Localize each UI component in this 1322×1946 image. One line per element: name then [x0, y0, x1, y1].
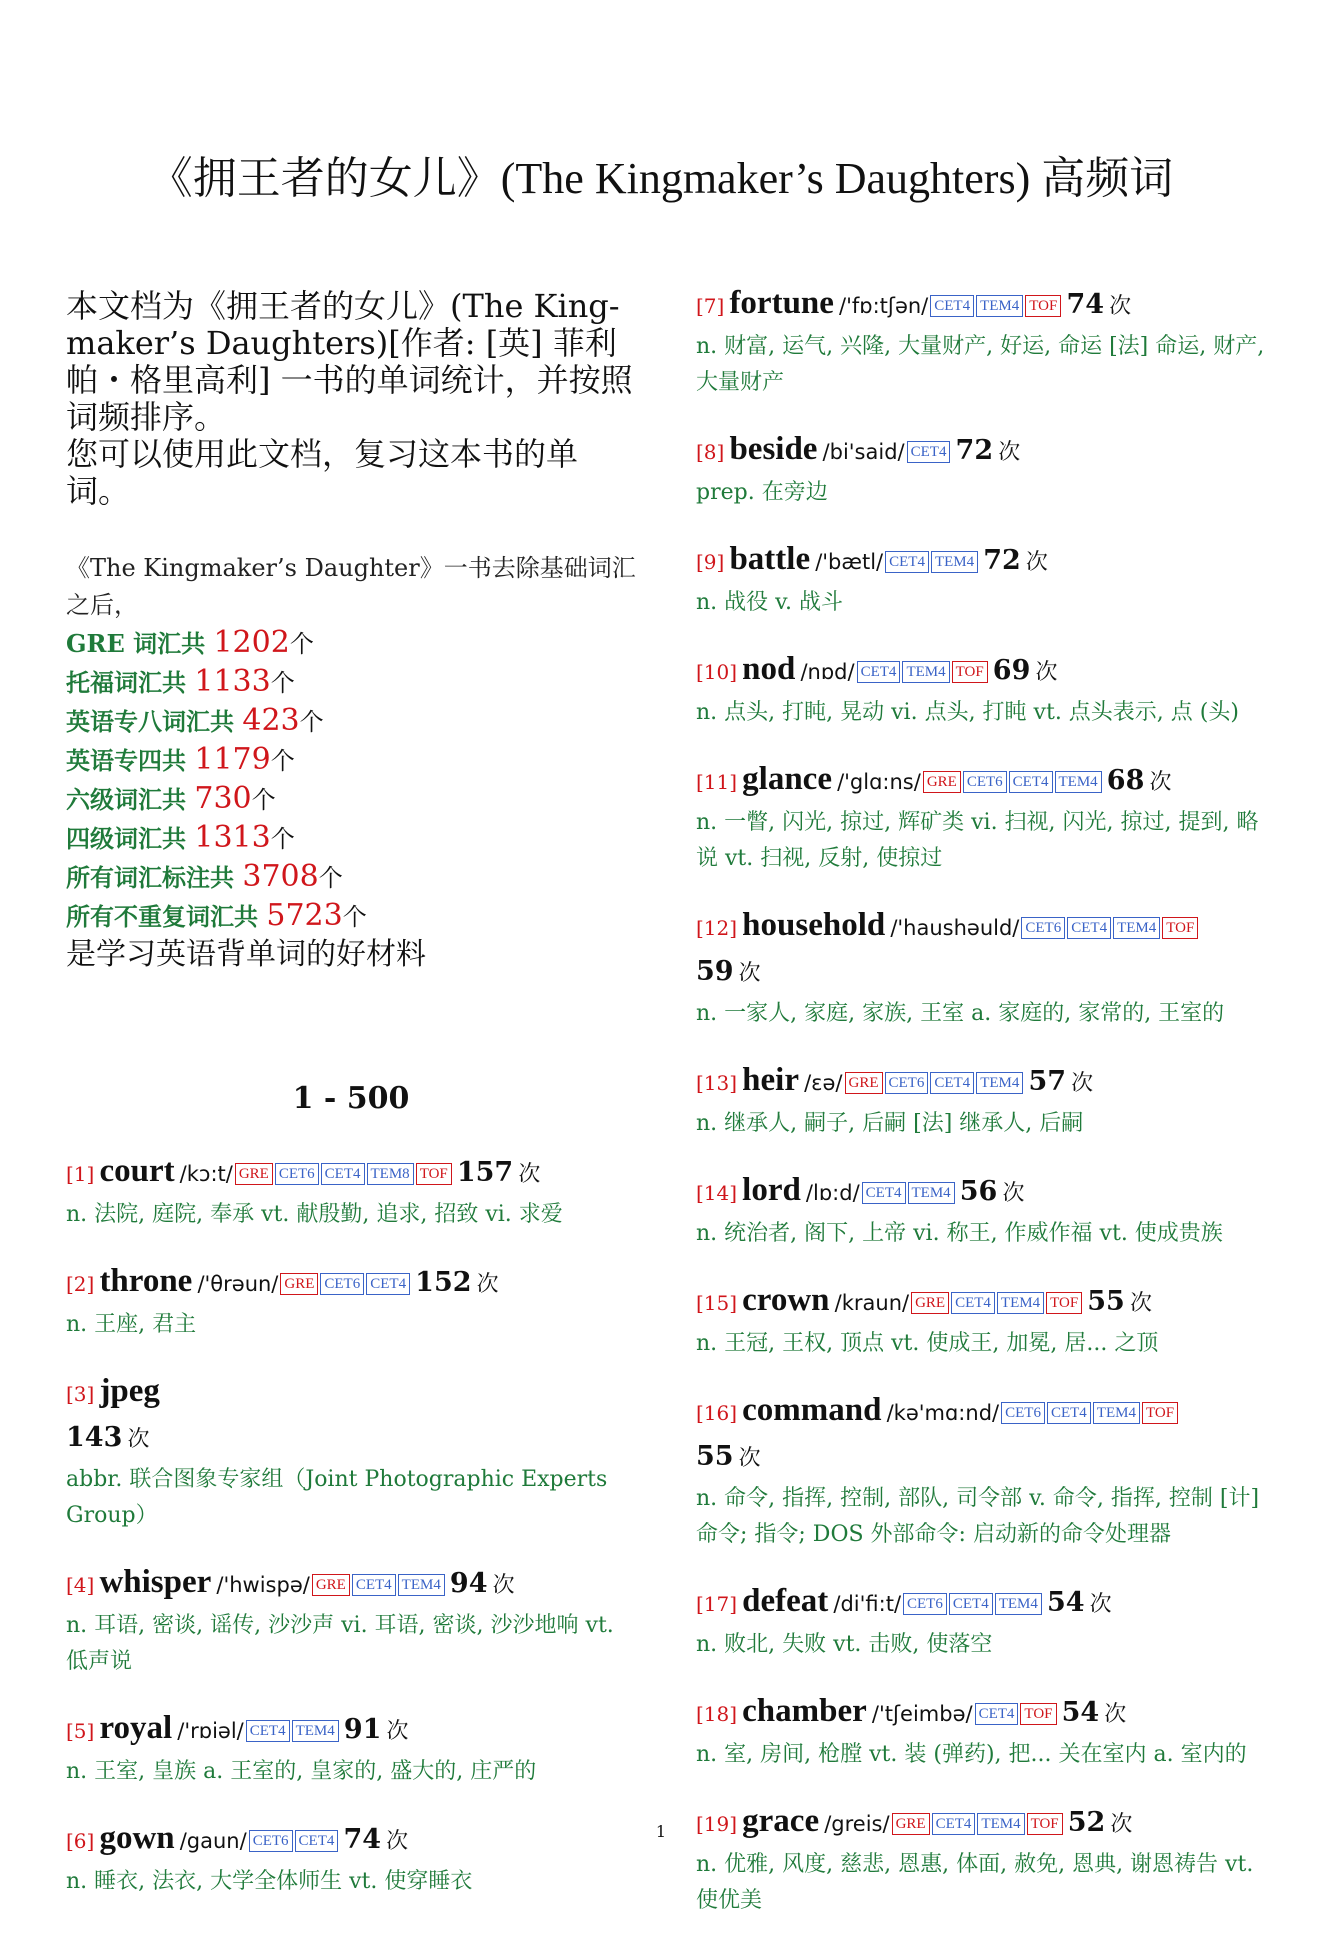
entry-phonetic: /'bætl/: [815, 550, 884, 574]
entry-index: [12]: [696, 916, 738, 940]
word-entry: [696, 538, 1266, 621]
exam-tag: CET4: [907, 441, 951, 463]
exam-tag: CET6: [963, 771, 1007, 793]
stat-unit: 个: [251, 786, 276, 814]
word-entry: [696, 428, 1266, 511]
exam-tag: CET4: [930, 1072, 974, 1094]
entry-word: defeat: [742, 1583, 829, 1619]
exam-tag: CET4: [321, 1163, 365, 1185]
stats-list: [66, 624, 636, 936]
word-entry: [696, 1279, 1266, 1362]
entry-word: whisper: [99, 1564, 212, 1600]
word-entry: [696, 1169, 1266, 1252]
entry-phonetic: /'θrəun/: [197, 1272, 279, 1296]
entry-phonetic: /nɒd/: [800, 660, 855, 684]
entry-head: [696, 538, 1266, 585]
entry-word: lord: [742, 1172, 801, 1208]
entry-definition: n. 点头, 打盹, 晃动 vi. 点头, 打盹 vt. 点头表示, 点 (头): [696, 700, 1239, 725]
left-column: [66, 288, 636, 1927]
word-entry: [696, 1800, 1266, 1919]
exam-tag: CET4: [295, 1830, 339, 1852]
exam-tag: TEM4: [977, 1813, 1024, 1835]
entry-index: [7]: [696, 294, 725, 318]
entry-index: [19]: [696, 1812, 738, 1836]
exam-tag: CET4: [366, 1273, 410, 1295]
entry-count: 57: [1028, 1066, 1067, 1097]
count-suffix: 次: [1129, 1291, 1152, 1316]
exam-tag: TOF: [416, 1163, 452, 1185]
entry-definition: n. 命令, 指挥, 控制, 部队, 司令部 v. 命令, 指挥, 控制 [计] 命令; 指令; DOS 外部命令: 启动新的命令处理器: [696, 1486, 1260, 1547]
entry-count: 91: [343, 1714, 382, 1745]
exam-tag: CET4: [352, 1574, 396, 1596]
exam-tag: CET4: [1009, 771, 1053, 793]
entry-count: 157: [456, 1157, 514, 1188]
stat-row: [66, 819, 636, 858]
entry-phonetic: /'haushəuld/: [890, 916, 1020, 940]
exam-tag: TEM4: [995, 1593, 1042, 1615]
entry-count: 72: [955, 435, 994, 466]
entry-word: crown: [742, 1282, 830, 1318]
stat-row: [66, 663, 636, 702]
entry-index: [9]: [696, 550, 725, 574]
entry-count: 69: [992, 655, 1031, 686]
entry-word: grace: [742, 1803, 820, 1839]
stat-row: [66, 780, 636, 819]
exam-tag: GRE: [892, 1813, 930, 1835]
exam-tag: TEM4: [398, 1574, 445, 1596]
summary-lead: 《The Kingmaker’s Daughter》一书去除基础词汇之后，: [66, 554, 636, 619]
entry-word: jpeg: [99, 1373, 160, 1409]
document-title: 《拥王者的女儿》(The Kingmaker’s Daughters) 高频词: [148, 154, 1174, 203]
word-entry: [696, 282, 1266, 401]
entry-phonetic: /'glɑ:ns/: [837, 770, 921, 794]
exam-tag: CET4: [949, 1593, 993, 1615]
exam-tag: CET6: [1021, 917, 1065, 939]
entry-phonetic: /'rɒiəl/: [177, 1719, 244, 1743]
exam-tag: CET4: [951, 1292, 995, 1314]
entry-index: [15]: [696, 1291, 738, 1315]
entry-phonetic: /bi'said/: [822, 440, 905, 464]
exam-tag: CET4: [857, 661, 901, 683]
exam-tag: TEM4: [976, 1072, 1023, 1094]
exam-tag: TEM4: [1113, 917, 1160, 939]
count-suffix: 次: [1035, 660, 1058, 685]
stat-unit: 个: [270, 747, 295, 775]
stat-value: 1133: [194, 664, 271, 699]
entry-count: 143: [66, 1422, 123, 1453]
stat-unit: 个: [318, 864, 343, 892]
entry-definition: n. 王室, 皇族 a. 王室的, 皇家的, 盛大的, 庄严的: [66, 1759, 537, 1784]
count-suffix: 次: [1110, 1812, 1133, 1837]
entry-head: [696, 758, 1266, 805]
exam-tag: CET4: [975, 1703, 1019, 1725]
entry-phonetic: /gaun/: [179, 1829, 247, 1853]
stat-label: 四级词汇共: [66, 824, 195, 853]
stat-label: 托福词汇共: [66, 668, 195, 697]
exam-tag: TEM4: [1093, 1402, 1140, 1424]
stat-label: 六级词汇共: [66, 785, 195, 814]
count-suffix: 次: [1104, 1702, 1127, 1727]
count-suffix: 次: [518, 1162, 541, 1187]
entry-head: [696, 1690, 1266, 1737]
entry-head: [696, 1580, 1266, 1627]
stat-unit: 个: [299, 708, 324, 736]
stat-unit: 个: [289, 630, 314, 658]
exam-tag: TEM4: [908, 1182, 955, 1204]
exam-tag: CET6: [249, 1830, 293, 1852]
exam-tag: CET4: [1047, 1402, 1091, 1424]
entry-word: beside: [729, 431, 818, 467]
entry-index: [17]: [696, 1592, 738, 1616]
exam-tag: GRE: [845, 1072, 883, 1094]
entry-list-left: [66, 1150, 636, 1900]
count-suffix: 次: [386, 1829, 409, 1854]
word-entry: [66, 1260, 636, 1343]
entry-definition: n. 战役 v. 战斗: [696, 590, 843, 615]
entry-index: [8]: [696, 440, 725, 464]
entry-phonetic: /ɛə/: [804, 1071, 843, 1095]
right-column: [696, 282, 1266, 1946]
exam-tag: TEM4: [997, 1292, 1044, 1314]
word-entry: [696, 1059, 1266, 1142]
stat-value: 1313: [194, 820, 271, 855]
summary-closing: 是学习英语背单词的好材料: [66, 937, 426, 972]
entry-phonetic: /kə'mɑ:nd/: [886, 1401, 1000, 1425]
entry-index: [6]: [66, 1829, 95, 1853]
entry-index: [2]: [66, 1272, 95, 1296]
exam-tag: TOF: [1162, 917, 1198, 939]
exam-tag: CET6: [903, 1593, 947, 1615]
entry-definition: n. 睡衣, 法衣, 大学全体师生 vt. 使穿睡衣: [66, 1869, 473, 1894]
stat-unit: 个: [270, 825, 295, 853]
count-suffix: 次: [1002, 1181, 1025, 1206]
stat-label: 英语专四共: [66, 746, 195, 775]
exam-tag: CET4: [885, 551, 929, 573]
entry-word: gown: [99, 1820, 175, 1856]
entry-index: [5]: [66, 1719, 95, 1743]
exam-tag: TEM4: [931, 551, 978, 573]
word-entry: [66, 1707, 636, 1790]
count-suffix: 次: [1071, 1071, 1094, 1096]
exam-tag: TOF: [952, 661, 988, 683]
exam-tag: CET4: [1067, 917, 1111, 939]
entry-index: [13]: [696, 1071, 738, 1095]
entry-word: glance: [742, 761, 832, 797]
entry-word: heir: [742, 1062, 799, 1098]
entry-head: [66, 1260, 636, 1307]
entry-definition: n. 王冠, 王权, 顶点 vt. 使成王, 加冕, 居... 之顶: [696, 1331, 1159, 1356]
intro-paragraph: [66, 288, 636, 510]
exam-tag: CET6: [320, 1273, 364, 1295]
exam-tag: GRE: [923, 771, 961, 793]
entry-phonetic: /di'fi:t/: [833, 1592, 902, 1616]
entry-head: [696, 904, 1266, 996]
entry-definition: n. 室, 房间, 枪膛 vt. 装 (弹药), 把... 关在室内 a. 室内的: [696, 1742, 1247, 1767]
count-suffix: 次: [738, 961, 761, 986]
count-suffix: 次: [1089, 1592, 1112, 1617]
entry-count: 94: [449, 1568, 488, 1599]
entry-index: [14]: [696, 1181, 738, 1205]
stat-value: 423: [242, 703, 300, 738]
entry-head: [66, 1707, 636, 1754]
count-suffix: 次: [738, 1446, 761, 1471]
intro-line-2: 您可以使用此文档，复习这本书的单词。: [66, 435, 579, 510]
entry-head: [66, 1150, 636, 1197]
entry-list-right: [696, 282, 1266, 1919]
entry-index: [3]: [66, 1382, 95, 1406]
entry-index: [16]: [696, 1401, 738, 1425]
entry-head: [696, 1169, 1266, 1216]
exam-tag: TEM4: [1055, 771, 1102, 793]
entry-phonetic: /lɒ:d/: [805, 1181, 860, 1205]
exam-tag: CET6: [275, 1163, 319, 1185]
entry-word: throne: [99, 1263, 193, 1299]
entry-count: 152: [415, 1267, 472, 1298]
stat-row: [66, 702, 636, 741]
word-entry: [696, 1389, 1266, 1553]
entry-count: 59: [696, 956, 734, 987]
word-entry: [66, 1150, 636, 1233]
stat-unit: 个: [342, 903, 367, 931]
entry-phonetic: /'tʃeimbə/: [871, 1702, 973, 1726]
entry-definition: n. 继承人, 嗣子, 后嗣 [法] 继承人, 后嗣: [696, 1111, 1084, 1136]
entry-definition: n. 一家人, 家庭, 家族, 王室 a. 家庭的, 家常的, 王室的: [696, 1001, 1225, 1026]
stat-label: 所有不重复词汇共: [66, 902, 267, 931]
count-suffix: 次: [476, 1272, 499, 1297]
entry-count: 56: [959, 1176, 998, 1207]
stat-label: 所有词汇标注共: [66, 863, 243, 892]
stat-row: [66, 624, 636, 663]
entry-phonetic: /kraun/: [834, 1291, 910, 1315]
stat-row: [66, 741, 636, 780]
exam-tag: GRE: [312, 1574, 350, 1596]
entry-index: [11]: [696, 770, 738, 794]
exam-tag: TOF: [1027, 1813, 1063, 1835]
stat-row: [66, 897, 636, 936]
entry-count: 54: [1046, 1587, 1085, 1618]
stat-value: 5723: [266, 898, 343, 933]
exam-tag: TOF: [1020, 1703, 1056, 1725]
count-suffix: 次: [998, 440, 1021, 465]
exam-tag: TOF: [1142, 1402, 1178, 1424]
count-suffix: 次: [1149, 770, 1172, 795]
entry-head: [696, 1059, 1266, 1106]
entry-definition: n. 法院, 庭院, 奉承 vt. 献殷勤, 追求, 招致 vi. 求爱: [66, 1202, 563, 1227]
entry-head: [696, 282, 1266, 329]
entry-definition: n. 王座, 君主: [66, 1312, 197, 1337]
entry-definition: n. 统治者, 阁下, 上帝 vi. 称王, 作威作福 vt. 使成贵族: [696, 1221, 1223, 1246]
exam-tag: TEM8: [367, 1163, 414, 1185]
entry-word: chamber: [742, 1693, 867, 1729]
entry-count: 74: [343, 1824, 382, 1855]
entry-count: 72: [983, 545, 1021, 576]
entry-phonetic: /'fɒ:tʃən/: [839, 294, 929, 318]
stat-label: 英语专八词汇共: [66, 707, 243, 736]
entry-word: court: [99, 1153, 175, 1189]
entry-index: [4]: [66, 1573, 95, 1597]
entry-definition: n. 财富, 运气, 兴隆, 大量财产, 好运, 命运 [法] 命运, 财产, 大量财产: [696, 334, 1265, 395]
word-entry: [66, 1561, 636, 1680]
entry-head: [66, 1370, 636, 1462]
entry-count: 54: [1061, 1697, 1100, 1728]
stat-value: 1179: [194, 742, 271, 777]
entry-word: royal: [99, 1710, 173, 1746]
entry-word: command: [742, 1392, 882, 1428]
exam-tag: CET4: [862, 1182, 906, 1204]
exam-tag: GRE: [911, 1292, 949, 1314]
entry-count: 74: [1066, 289, 1105, 320]
stat-unit: 个: [270, 669, 295, 697]
exam-tag: TEM4: [292, 1720, 339, 1742]
entry-count: 68: [1106, 765, 1145, 796]
exam-tag: TEM4: [902, 661, 949, 683]
entry-phonetic: /greis/: [824, 1812, 890, 1836]
entry-definition: prep. 在旁边: [696, 480, 828, 505]
entry-word: fortune: [729, 285, 834, 321]
entry-definition: n. 耳语, 密谈, 谣传, 沙沙声 vi. 耳语, 密谈, 沙沙地响 vt. 低声说: [66, 1613, 614, 1674]
exam-tag: CET6: [1001, 1402, 1045, 1424]
word-entry: [66, 1370, 636, 1534]
word-entry: [696, 758, 1266, 877]
word-entry: [696, 904, 1266, 1032]
stat-row: [66, 858, 636, 897]
count-suffix: 次: [127, 1427, 150, 1452]
entry-definition: abbr. 联合图象专家组（Joint Photographic Experts Group）: [66, 1467, 608, 1528]
entry-count: 55: [696, 1441, 734, 1472]
exam-tag: GRE: [280, 1273, 318, 1295]
entry-definition: n. 优雅, 风度, 慈悲, 恩惠, 体面, 赦免, 恩典, 谢恩祷告 vt. 使优美: [696, 1852, 1254, 1913]
vocab-summary: [66, 550, 636, 973]
entry-index: [10]: [696, 660, 738, 684]
word-entry: [696, 1580, 1266, 1663]
entry-index: [18]: [696, 1702, 738, 1726]
exam-tag: CET4: [932, 1813, 976, 1835]
stat-label: GRE 词汇共: [66, 629, 214, 658]
range-heading: 1 - 500: [292, 1081, 410, 1116]
exam-tag: CET4: [246, 1720, 290, 1742]
count-suffix: 次: [386, 1719, 409, 1744]
entry-head: [696, 428, 1266, 475]
exam-tag: GRE: [235, 1163, 273, 1185]
stat-value: 1202: [213, 625, 290, 660]
entry-head: [696, 1279, 1266, 1326]
entry-count: 55: [1087, 1286, 1125, 1317]
entry-phonetic: /'hwispə/: [216, 1573, 310, 1597]
stat-value: 730: [194, 781, 252, 816]
entry-index: [1]: [66, 1162, 95, 1186]
entry-word: battle: [729, 541, 811, 577]
count-suffix: 次: [1109, 294, 1132, 319]
intro-line-1: 本文档为《拥王者的女儿》(The King-maker’s Daughters)[作者: [英] 菲利帕・格里高利] 一书的单词统计，并按照词频排序。: [66, 287, 633, 436]
entry-definition: n. 败北, 失败 vt. 击败, 使落空: [696, 1632, 993, 1657]
entry-head: [66, 1561, 636, 1608]
entry-word: nod: [742, 651, 796, 687]
exam-tag: TOF: [1025, 295, 1061, 317]
count-suffix: 次: [1025, 550, 1048, 575]
exam-tag: TEM4: [976, 295, 1023, 317]
page-number: 1: [655, 1822, 667, 1841]
exam-tag: TOF: [1046, 1292, 1082, 1314]
exam-tag: CET4: [930, 295, 974, 317]
entry-word: household: [742, 907, 886, 943]
entry-phonetic: /kɔ:t/: [179, 1162, 233, 1186]
word-entry: [696, 648, 1266, 731]
exam-tag: CET6: [885, 1072, 929, 1094]
entry-head: [696, 648, 1266, 695]
count-suffix: 次: [492, 1573, 515, 1598]
word-entry: [696, 1690, 1266, 1773]
stat-value: 3708: [242, 859, 319, 894]
entry-count: 52: [1067, 1807, 1106, 1838]
entry-definition: n. 一瞥, 闪光, 掠过, 辉矿类 vi. 扫视, 闪光, 掠过, 提到, 略说 vt. 扫视, 反射, 使掠过: [696, 810, 1259, 871]
entry-head: [696, 1389, 1266, 1481]
